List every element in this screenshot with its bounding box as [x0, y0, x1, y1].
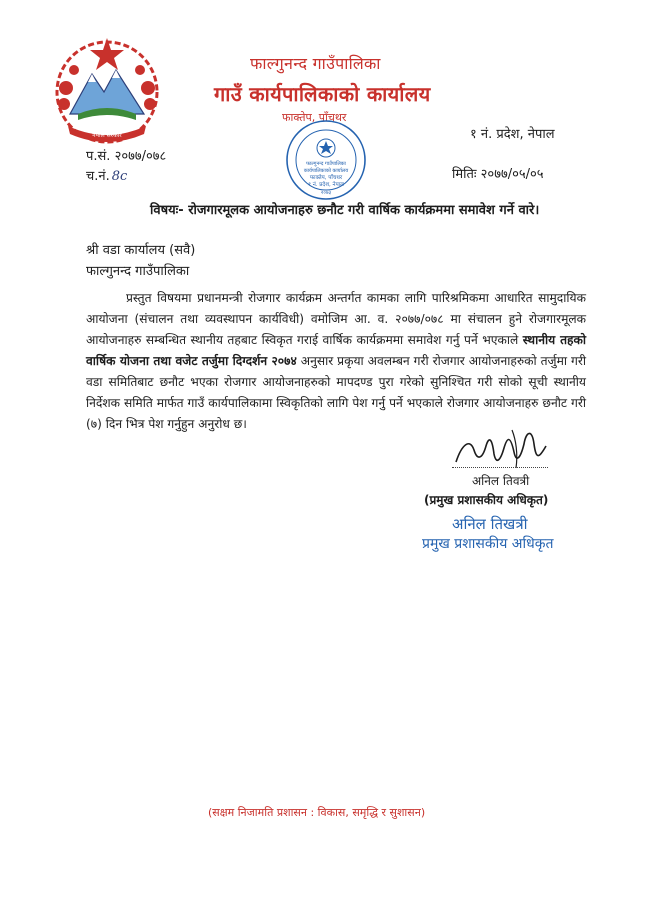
seal-text-2: कार्यपालिकाको कार्यालय	[303, 168, 349, 174]
addressee-line-2: फाल्गुनन्द गाउँपालिका	[86, 264, 190, 279]
signature-line	[452, 467, 548, 468]
stamp-title: प्रमुख प्रशासकीय अधिकृत	[422, 536, 554, 552]
letter-date: मितिः २०७७/०५/०५	[452, 167, 544, 182]
footer-motto: (सक्षम निजामति प्रशासन : विकास, समृद्धि र सुशासन)	[208, 806, 426, 819]
dispatch-number	[86, 166, 127, 184]
subject-line: विषयः- रोजगारमूलक आयोजनाहरु छनौट गरी वार्षिक कार्यक्रममा समावेश गर्ने वारे।	[150, 203, 540, 218]
body-text-1: प्रस्तुत विषयमा प्रधानमन्त्री रोजगार कार्यक्रम अन्तर्गत कामका लागि पारिश्रमिकमा आधारित सामुदायिक आयोजना (संचालन तथा व्यवस्थापन कार्यविधी) वमोजिम आ. व. २०७७/०७८ मा संचालन हुने रोजगारमूलक आयोजनाहरु सम्बन्धित स्थानीय तहबाट स्विकृत गराई वार्षिक कार्यक्रममा समावेश गर्नु पर्ने भएकाले	[86, 291, 586, 347]
signatory-title: (प्रमुख प्रशासकीय अधिकृत)	[424, 493, 549, 507]
signatory-name: अनिल तिवत्री	[472, 474, 530, 488]
emblem-caption: नेपाल सरकार	[92, 132, 122, 139]
dispatch-value: 8c	[111, 169, 128, 184]
dispatch-label: च.नं.	[86, 169, 110, 184]
seal-text-5: २०७३	[320, 190, 332, 196]
municipality-name: फाल्गुनन्द गाउँपालिका	[250, 54, 381, 73]
handwritten-signature-icon	[452, 424, 552, 472]
body-text-2: अनुसार प्रकृया अवलम्बन गरी रोजगार आयोजनाहरुको तर्जुमा गरी वडा समितिबाट छनौट भएका रोजगार आयोजनाहरुको मापदण्ड पुरा गरेको सुनिश्चित गरी सोको सूची स्थानीय निर्देशक समिति मार्फत गाउँ कार्यपालिकामा स्विकृतिको लागि पेश गर्नु पर्ने भएकाले रोजगार आयोजनाहरु छनौट गरी (७) दिन भित्र पेश गर्नुहुन अनुरोध छ।	[86, 354, 586, 431]
seal-text-3: फाक्तेप, पाँचथर	[309, 175, 343, 181]
seal-text-1: फाल्गुनन्द गाउँपालिका	[306, 161, 346, 167]
body-paragraph	[86, 288, 586, 435]
reference-number: प.सं. २०७७/०७८	[86, 149, 167, 164]
body-text-bold: स्थानीय तहको वार्षिक योजना तथा वजेट तर्जुमा दिग्दर्शन २०७४	[86, 333, 587, 368]
office-location: फाक्तेप, पाँचथर	[282, 111, 347, 124]
seal-text-4: १ नं. प्रदेश, नेपाल	[308, 182, 344, 188]
nepal-emblem-icon	[48, 30, 166, 148]
province-line: १ नं. प्रदेश, नेपाल	[470, 127, 555, 142]
stamp-name: अनिल तिखत्री	[452, 515, 528, 533]
office-seal-icon	[284, 118, 368, 202]
office-name: गाउँ कार्यपालिकाको कार्यालय	[214, 82, 431, 106]
addressee-line-1: श्री वडा कार्यालय (सवै)	[86, 243, 196, 258]
